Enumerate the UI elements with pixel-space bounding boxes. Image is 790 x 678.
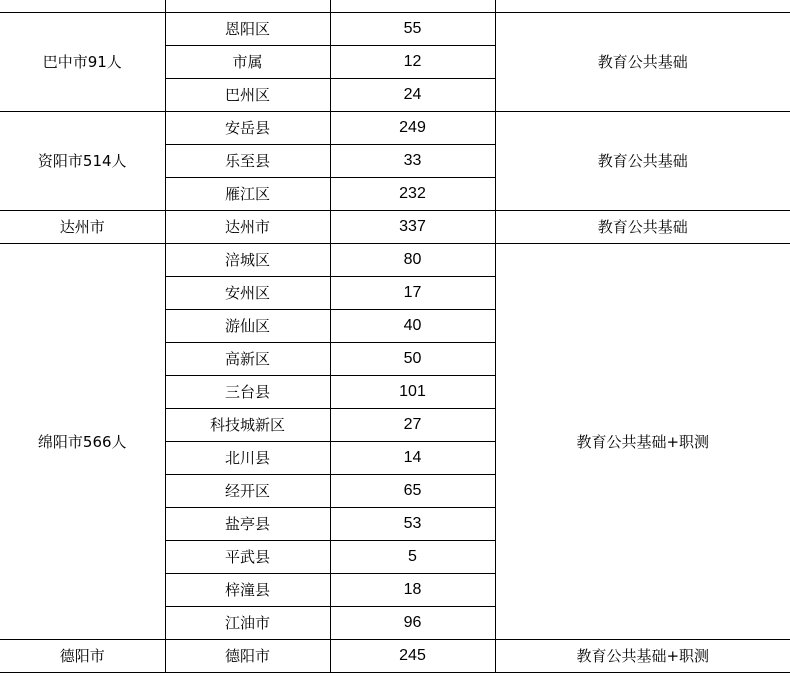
district-cell: 涪城区 — [165, 244, 330, 277]
count-cell: 245 — [330, 640, 495, 673]
count-cell: 12 — [330, 46, 495, 79]
city-cell: 巴中市91人 — [0, 13, 165, 112]
count-cell: 55 — [330, 13, 495, 46]
count-cell: 24 — [330, 79, 495, 112]
district-cell: 江油市 — [165, 607, 330, 640]
district-cell: 高新区 — [165, 343, 330, 376]
city-cell: 绵阳市566人 — [0, 244, 165, 640]
subject-cell: 教育公共基础 — [495, 112, 790, 211]
count-cell: 53 — [330, 508, 495, 541]
count-cell: 80 — [330, 244, 495, 277]
table-row — [0, 13, 790, 46]
city-cell — [0, 0, 165, 13]
count-cell: 33 — [330, 145, 495, 178]
district-cell: 北川县 — [165, 442, 330, 475]
table-row — [0, 0, 790, 13]
count-cell: 337 — [330, 211, 495, 244]
district-cell — [165, 0, 330, 13]
district-cell: 德阳市 — [165, 640, 330, 673]
count-cell: 65 — [330, 475, 495, 508]
district-cell: 巴州区 — [165, 79, 330, 112]
subject-cell — [495, 0, 790, 13]
count-cell: 27 — [330, 409, 495, 442]
subject-cell: 教育公共基础+职测 — [495, 640, 790, 673]
count-cell: 5 — [330, 541, 495, 574]
district-cell: 梓潼县 — [165, 574, 330, 607]
table-row — [0, 244, 790, 277]
count-cell: 18 — [330, 574, 495, 607]
count-cell: 249 — [330, 112, 495, 145]
district-cell: 盐亭县 — [165, 508, 330, 541]
city-cell: 资阳市514人 — [0, 112, 165, 211]
count-cell: 96 — [330, 607, 495, 640]
table-row — [0, 640, 790, 673]
count-cell: 14 — [330, 442, 495, 475]
city-cell: 达州市 — [0, 211, 165, 244]
count-cell: 50 — [330, 343, 495, 376]
subject-cell: 教育公共基础+职测 — [495, 244, 790, 640]
table-row — [0, 112, 790, 145]
district-cell: 游仙区 — [165, 310, 330, 343]
district-cell: 雁江区 — [165, 178, 330, 211]
count-cell: 232 — [330, 178, 495, 211]
district-cell: 科技城新区 — [165, 409, 330, 442]
district-cell: 安岳县 — [165, 112, 330, 145]
district-cell: 市属 — [165, 46, 330, 79]
subject-cell: 教育公共基础 — [495, 211, 790, 244]
subject-cell: 教育公共基础 — [495, 13, 790, 112]
district-cell: 三台县 — [165, 376, 330, 409]
table-row — [0, 211, 790, 244]
city-cell: 德阳市 — [0, 640, 165, 673]
district-cell: 恩阳区 — [165, 13, 330, 46]
district-cell: 经开区 — [165, 475, 330, 508]
count-cell — [330, 0, 495, 13]
count-cell: 101 — [330, 376, 495, 409]
count-cell: 17 — [330, 277, 495, 310]
district-cell: 平武县 — [165, 541, 330, 574]
district-cell: 乐至县 — [165, 145, 330, 178]
district-cell: 达州市 — [165, 211, 330, 244]
district-cell: 安州区 — [165, 277, 330, 310]
count-cell: 40 — [330, 310, 495, 343]
